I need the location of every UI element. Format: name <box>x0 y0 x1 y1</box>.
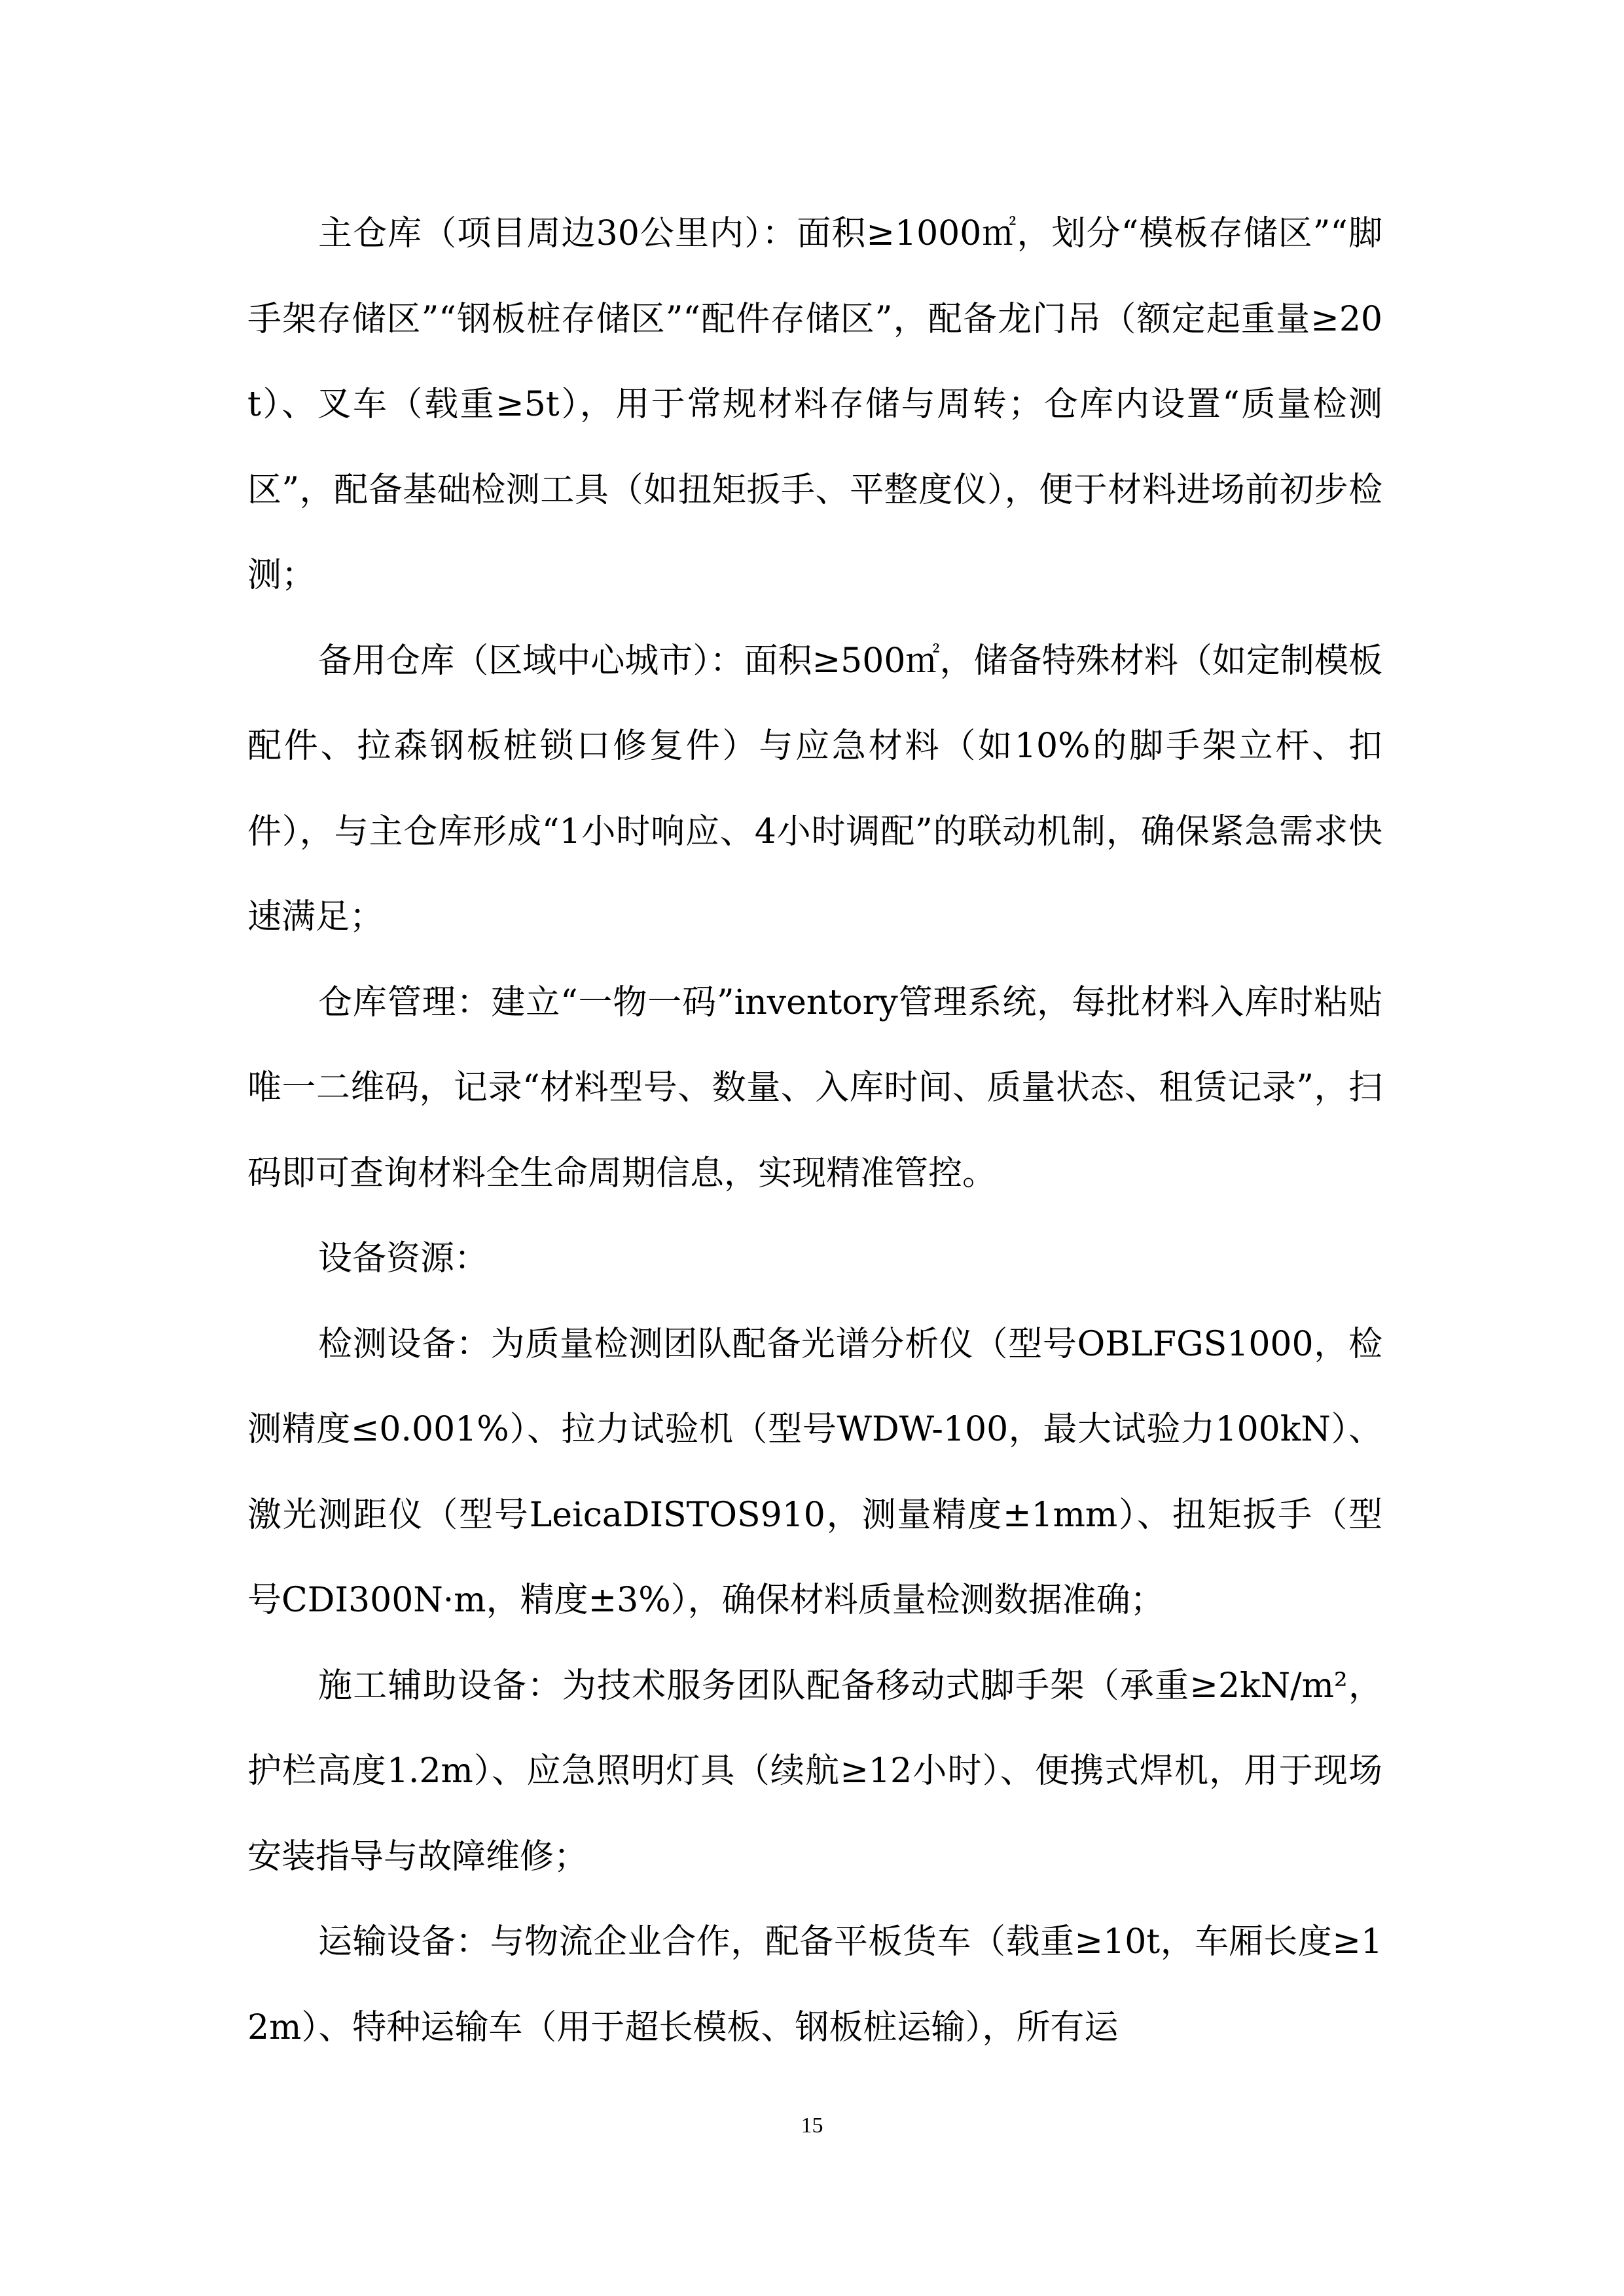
paragraph-transport-equipment: 运输设备：与物流企业合作，配备平板货车（载重≥10t，车厢长度≥12m）、特种运输车（用于超长模板、钢板桩运输），所有运 <box>247 1922 1382 2047</box>
paragraph-testing-equipment: 检测设备：为质量检测团队配备光谱分析仪（型号OBLFGS1000，检测精度≤0.001%）、拉力试验机（型号WDW-100，最大试验力100kN）、激光测距仪（型号LeicaDISTOS910，测量精度±1mm）、扭矩扳手（型号CDI300N·m，精度±3%），确保材料质量检测数据准确； <box>247 1324 1382 1620</box>
paragraph-equipment-heading: 设备资源： <box>318 1239 489 1278</box>
page-number: 15 <box>801 2113 823 2138</box>
paragraph-construction-equipment: 施工辅助设备：为技术服务团队配备移动式脚手架（承重≥2kN/m²，护栏高度1.2m）、应急照明灯具（续航≥12小时）、便携式焊机，用于现场安装指导与故障维修； <box>247 1666 1382 1876</box>
paragraph-main-warehouse: 主仓库（项目周边30公里内）：面积≥1000㎡，划分“模板存储区”“脚手架存储区”“钢板桩存储区”“配件存储区”，配备龙门吊（额定起重量≥20t）、叉车（载重≥5t），用于常规材料存储与周转；仓库内设置“质量检测区”，配备基础检测工具（如扭矩扳手、平整度仪），便于材料进场前初步检测； <box>247 214 1382 595</box>
paragraph-backup-warehouse: 备用仓库（区域中心城市）：面积≥500㎡，储备特殊材料（如定制模板配件、拉森钢板桩锁口修复件）与应急材料（如10%的脚手架立杆、扣件），与主仓库形成“1小时响应、4小时调配”的联动机制，确保紧急需求快速满足； <box>247 641 1382 937</box>
paragraph-warehouse-management: 仓库管理：建立“一物一码”inventory管理系统，每批材料入库时粘贴唯一二维码，记录“材料型号、数量、入库时间、质量状态、租赁记录”，扫码即可查询材料全生命周期信息，实现精准管控。 <box>247 982 1382 1193</box>
page-body <box>247 191 1382 2070</box>
